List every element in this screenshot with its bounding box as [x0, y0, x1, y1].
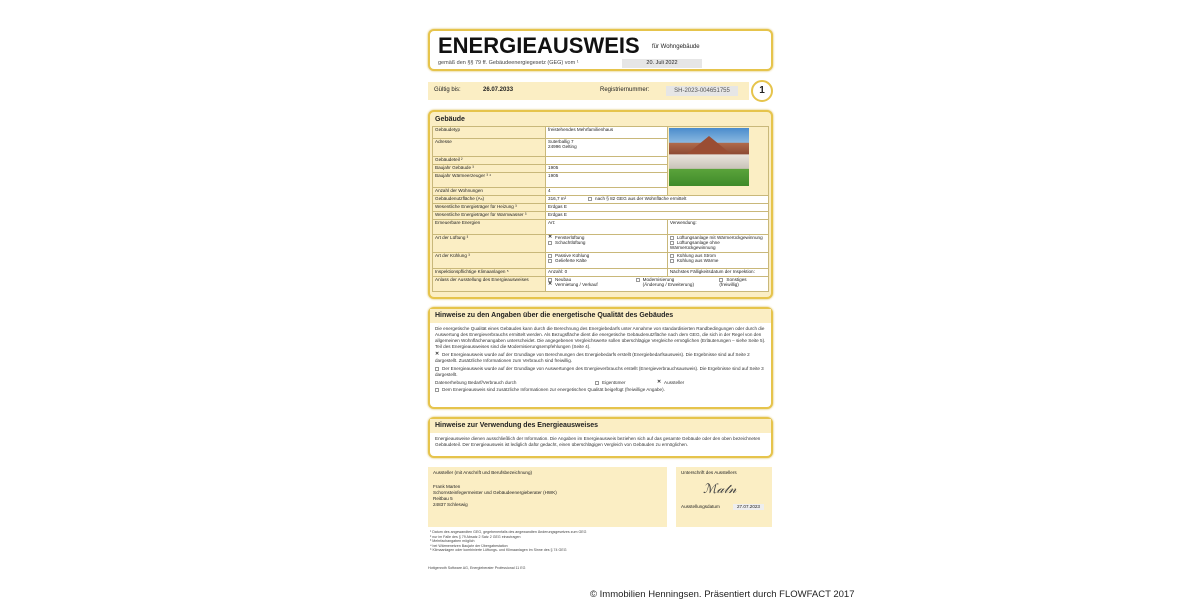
- usage-text: Energieausweise dienen ausschließlich der Information. Die Angaben im Energieausweis beziehen sich auf das gesamte Gebäude oder den oben bezeichneten Gebäudeteil. Der Energieausweis ist lediglich dafür gedacht, einen überschlägigen Vergleich von Gebäuden zu ermöglichen.: [435, 436, 761, 447]
- row-label: Art der Kühlung ³: [433, 253, 546, 269]
- row-label: Gebäudeteil ²: [433, 157, 546, 165]
- row-value: 4: [546, 188, 668, 196]
- certificate-title: ENERGIEAUSWEIS: [438, 33, 640, 58]
- signature-label: Unterschrift des Ausstellers: [681, 470, 737, 475]
- checkbox: [548, 259, 552, 263]
- issuer-line: Schornsteinfegermeister und Gebäudeenergieberater (HWK): [433, 490, 557, 495]
- row-label: Gebäudenutzfläche (Aₙ): [433, 196, 546, 204]
- cooling-options: [546, 253, 668, 269]
- option-label: Sonstiges (freiwillig): [719, 277, 747, 287]
- building-table: [432, 126, 769, 292]
- collect-label: Datenerhebung Bedarf/Verbrauch durch: [435, 380, 517, 385]
- certificate-header: [428, 29, 773, 71]
- option-label: Eigentümer: [602, 380, 626, 385]
- row-value: 1905: [546, 165, 668, 173]
- software-credit: Hottgenroth Software AG, Energieberater Professional 11 EG: [428, 566, 526, 570]
- checkbox: [435, 388, 439, 392]
- row-label: Anlass der Ausstellung des Energieausweises: [433, 277, 546, 292]
- page-number-badge: 1: [751, 80, 773, 102]
- registration-number: SH-2023-004651755: [666, 86, 738, 96]
- option-label: Passive Kühlung: [555, 253, 590, 258]
- row-label: Art der Lüftung ³: [433, 235, 546, 253]
- law-date: 20. Juli 2022: [622, 59, 702, 68]
- certificate-subtitle: für Wohngebäude: [652, 44, 700, 50]
- signature-panel: [676, 467, 772, 527]
- issue-date-row: [681, 504, 767, 510]
- option-label: Vermietung / Verkauf: [555, 282, 598, 287]
- checkbox-checked: ✕: [657, 378, 662, 385]
- row-value: [546, 196, 769, 204]
- option-label: Kühlung aus Strom: [676, 253, 716, 258]
- area-value: 316,7 m²: [548, 196, 567, 201]
- section-title: Hinweise zu den Angaben über die energetische Qualität des Gebäudes: [430, 309, 771, 323]
- row-value: [546, 139, 668, 157]
- registration-label: Registriernummer:: [600, 87, 650, 93]
- valid-date: 26.07.2033: [483, 87, 514, 93]
- option-label: Lüftungsanlage ohne Wärmerückgewinnung: [669, 240, 720, 250]
- row-label: Wesentliche Energieträger für Heizung ³: [433, 204, 546, 212]
- issuer-line: Reitbau 5: [433, 496, 453, 501]
- data-collection: [435, 380, 766, 386]
- checkbox: [435, 367, 439, 371]
- row-value: freistehendes Mehrfamilienhaus: [546, 127, 668, 139]
- option-label: Lüftungsanlage mit Wärmerückgewinnung: [676, 235, 763, 240]
- option-label: Dem Energieausweis sind zusätzliche Informationen zur energetischen Qualität beigefügt (freiwillige Angabe).: [442, 387, 665, 392]
- option-label: (Änderung / Erweiterung): [642, 282, 694, 287]
- row-label: Erneuerbare Energien: [433, 220, 546, 235]
- signature-image: ℳ𝒶𝓉𝓃: [703, 482, 737, 497]
- quality-notes-section: [428, 307, 773, 409]
- option-label: Gelieferte Kälte: [555, 258, 587, 263]
- row-label: Wesentliche Energieträger für Warmwasser ³: [433, 212, 546, 220]
- row-value: [546, 157, 668, 165]
- ventilation-options: [546, 235, 668, 253]
- issue-date: 27.07.2023: [733, 504, 764, 510]
- checkbox: [548, 241, 552, 245]
- ventilation-options: [667, 235, 768, 253]
- reason-options: [546, 277, 769, 292]
- section-title: Hinweise zur Verwendung des Energieausweises: [430, 419, 771, 433]
- footnote: ² nur im Falle des § 79 Absatz 2 Satz 2 GEG einzutragen: [430, 534, 521, 539]
- inspection-next: Nächstes Fälligkeitsdatum der Inspektion:: [667, 269, 768, 277]
- renewable-type: Art:: [546, 220, 668, 235]
- address-line: 24996 Gelting: [548, 144, 577, 149]
- footnote: ⁴ bei Wärmenetzen Baujahr der Übergabestation: [430, 543, 508, 548]
- checkbox-checked: ✕: [548, 280, 553, 287]
- option-label: Aussteller: [664, 380, 685, 385]
- checkbox: [595, 381, 599, 385]
- notes-option: [435, 352, 766, 364]
- issuer-label: Aussteller (mit Anschrift und Berufsbezeichnung): [433, 470, 533, 475]
- area-note: nach § 82 GEG aus der Wohnfläche ermittelt: [595, 196, 687, 201]
- option-label: Der Energieausweis wurde auf der Grundlage von Berechnungen des Energiebedarfs erstellt (Energiebedarfsausweis). Die Ergebnisse sind auf Seite 2 dargestellt. Zusätzliche Informationen zum Verbrauch sind freiwillig.: [435, 352, 750, 363]
- checkbox-checked: ✕: [548, 233, 553, 240]
- checkbox: [636, 278, 640, 282]
- issuer-line: Frank Marten: [433, 484, 461, 489]
- row-label: Gebäudetyp: [433, 127, 546, 139]
- issuer-panel: [428, 467, 667, 527]
- validity-bar: [428, 82, 749, 100]
- option-label: Schachtlüftung: [555, 240, 586, 245]
- notes-paragraph: Die energetische Qualität eines Gebäudes kann durch die Berechnung des Energiebedarfs unter Annahme von standardisierten Randbedingungen oder durch die Auswertung des Energieverbrauchs ermittelt werden. Als Bezugsfläche dient die energetische Gebäudenutzfläche nach dem GEG, die sich in der Regel von den allgemeinen Wohnflächenangaben unterscheidet. Die angegebenen Vergleichswerte sollen überschlägige Vergleiche ermöglichen (Erläuterungen – siehe Seite 5). Teil des Energieausweises sind die Modernisierungsempfehlungen (Seite 4).: [435, 326, 766, 349]
- checkbox-checked: ✕: [435, 350, 440, 357]
- building-photo: [667, 127, 768, 196]
- footnote: ³ Mehrfachangaben möglich: [430, 539, 475, 544]
- row-label: Baujahr Gebäude ³: [433, 165, 546, 173]
- option-label: Der Energieausweis wurde auf der Grundlage von Auswertungen des Energieverbrauchs erstellt (Energieverbrauchsausweis). Die Ergebnisse sind auf Seite 3 dargestellt.: [435, 366, 764, 377]
- usage-notes-section: [428, 417, 773, 458]
- building-section: [428, 110, 773, 299]
- row-label: Baujahr Wärmeerzeuger ³ ⁴: [433, 173, 546, 188]
- footnote: ¹ Datum des angewandten GEG, gegebenenfalls des angewandten Änderungsgesetzes zum GEG: [430, 530, 587, 534]
- footnote: ⁵ Klimaanlagen oder kombinierte Lüftungs- und Klimaanlagen im Sinne des § 74 GEG: [430, 548, 567, 553]
- footnotes: [430, 530, 586, 553]
- option-label: Fensterlüftung: [555, 235, 585, 240]
- issue-date-label: Ausstellungsdatum: [681, 504, 720, 509]
- renewable-use: Verwendung:: [667, 220, 768, 235]
- option-label: Neubau: [555, 277, 572, 282]
- checkbox: [588, 197, 592, 201]
- valid-label: Gültig bis:: [434, 87, 461, 93]
- law-reference: gemäß den §§ 79 ff. Gebäudeenergiegesetz (GEG) vom ¹: [438, 60, 579, 66]
- notes-option: [435, 366, 766, 378]
- checkbox: [670, 259, 674, 263]
- issuer-line: 24837 Schleswig: [433, 502, 468, 507]
- copyright-notice: © Immobilien Henningsen. Präsentiert durch FLOWFACT 2017: [590, 589, 855, 600]
- row-label: Inspektionspflichtige Klimaanlagen ⁵: [433, 269, 546, 277]
- row-label: Anzahl der Wohnungen: [433, 188, 546, 196]
- notes-option: [435, 387, 766, 393]
- row-label: Adresse: [433, 139, 546, 157]
- row-value: 1905: [546, 173, 668, 188]
- row-value: Erdgas E: [546, 204, 769, 212]
- option-label: Kühlung aus Wärme: [676, 258, 719, 263]
- cooling-options: [667, 253, 768, 269]
- row-value: Erdgas E: [546, 212, 769, 220]
- section-title: Gebäude: [435, 116, 465, 123]
- inspection-count: Anzahl: 0: [546, 269, 668, 277]
- option-label: Modernisierung: [642, 277, 675, 282]
- address-line: Suterballig 7: [548, 139, 574, 144]
